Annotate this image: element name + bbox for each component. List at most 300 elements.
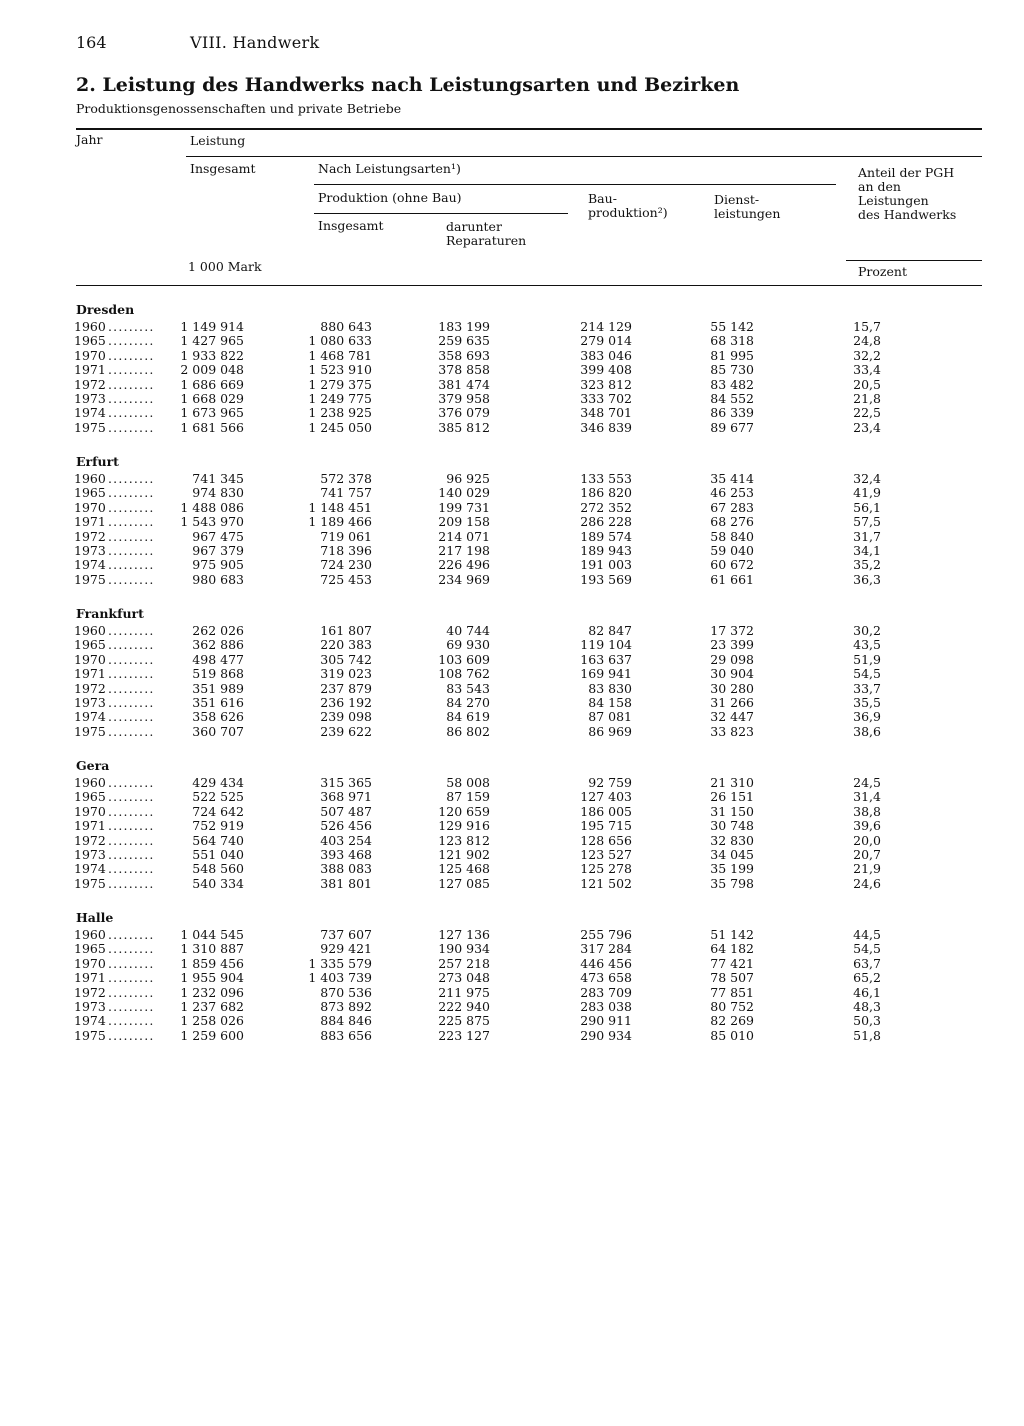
leader-dots: .........: [108, 405, 155, 421]
cell-bau: 348 701: [580, 405, 632, 421]
cell-dienst: 68 318: [710, 333, 754, 349]
cell-year: 1971: [74, 970, 106, 986]
cell-dienst: 46 253: [710, 485, 754, 501]
cell-dienst: 32 447: [710, 709, 754, 725]
cell-bau: 317 284: [580, 941, 632, 957]
header-anteil-1: Anteil der PGH: [858, 165, 955, 180]
cell-prod: 724 230: [320, 557, 372, 573]
cell-total: 1 543 970: [180, 514, 244, 530]
cell-total: 522 525: [192, 789, 244, 805]
cell-rep: 86 802: [446, 723, 490, 739]
leader-dots: .........: [108, 861, 155, 877]
table-row: [0, 558, 1024, 572]
cell-dienst: 55 142: [710, 319, 754, 334]
cell-prod: 880 643: [320, 319, 372, 334]
leader-dots: .........: [108, 543, 155, 558]
cell-anteil: 15,7: [853, 319, 881, 334]
unit-prozent: Prozent: [858, 264, 907, 279]
cell-anteil: 35,2: [853, 557, 881, 573]
table-row: [0, 834, 1024, 848]
cell-anteil: 32,2: [853, 347, 881, 363]
table-row: [0, 805, 1024, 819]
cell-bau: 127 403: [580, 789, 632, 805]
cell-rep: 108 762: [438, 666, 490, 682]
cell-total: 1 933 822: [180, 347, 244, 363]
table-row: [0, 544, 1024, 558]
table-row: [0, 349, 1024, 363]
cell-prod: 929 421: [320, 941, 372, 957]
cell-bau: 83 830: [588, 680, 632, 696]
cell-year: 1974: [74, 1013, 106, 1029]
header-jahr: Jahr: [76, 132, 103, 147]
leader-dots: .........: [108, 875, 155, 891]
cell-anteil: 56,1: [853, 499, 881, 515]
cell-total: 1 488 086: [180, 499, 244, 515]
cell-bau: 283 709: [580, 984, 632, 1000]
leader-dots: .........: [108, 1013, 155, 1029]
leader-dots: .........: [108, 347, 155, 363]
cell-prod: 393 468: [320, 847, 372, 862]
cell-anteil: 36,3: [853, 571, 881, 587]
cell-year: 1965: [74, 637, 106, 653]
cell-year: 1972: [74, 984, 106, 1000]
cell-anteil: 32,4: [853, 471, 881, 486]
cell-total: 1 859 456: [180, 955, 244, 971]
cell-total: 1 668 029: [180, 391, 244, 406]
cell-prod: 403 254: [320, 832, 372, 848]
cell-anteil: 34,1: [853, 543, 881, 558]
table-row: [0, 392, 1024, 406]
cell-total: 1 258 026: [180, 1013, 244, 1029]
cell-anteil: 22,5: [853, 405, 881, 421]
cell-bau: 169 941: [580, 666, 632, 682]
table-row: [0, 696, 1024, 710]
cell-rep: 96 925: [446, 471, 490, 486]
cell-dienst: 67 283: [710, 499, 754, 515]
cell-year: 1975: [74, 1027, 106, 1043]
cell-prod: 526 456: [320, 818, 372, 834]
cell-bau: 82 847: [588, 623, 632, 638]
cell-prod: 1 238 925: [308, 405, 372, 421]
cell-bau: 186 005: [580, 803, 632, 819]
cell-rep: 234 969: [438, 571, 490, 587]
cell-prod: 1 249 775: [308, 391, 372, 406]
cell-bau: 193 569: [580, 571, 632, 587]
header-produktion: Produktion (ohne Bau): [318, 190, 462, 205]
cell-bau: 121 502: [580, 875, 632, 891]
cell-bau: 272 352: [580, 499, 632, 515]
leader-dots: .........: [108, 984, 155, 1000]
cell-bau: 186 820: [580, 485, 632, 501]
cell-bau: 84 158: [588, 695, 632, 710]
cell-rep: 378 858: [438, 362, 490, 378]
header-leistung: Leistung: [190, 133, 246, 148]
cell-rep: 211 975: [438, 984, 490, 1000]
cell-prod: 319 023: [320, 666, 372, 682]
cell-year: 1970: [74, 803, 106, 819]
cell-dienst: 31 150: [710, 803, 754, 819]
cell-anteil: 21,9: [853, 861, 881, 877]
cell-year: 1971: [74, 666, 106, 682]
cell-dienst: 59 040: [710, 543, 754, 558]
leader-dots: .........: [108, 999, 155, 1014]
cell-prod: 737 607: [320, 927, 372, 942]
cell-prod: 725 453: [320, 571, 372, 587]
cell-total: 1 427 965: [180, 333, 244, 349]
cell-anteil: 20,0: [853, 832, 881, 848]
table-row: [0, 1029, 1024, 1043]
table-row: [0, 776, 1024, 790]
cell-rep: 183 199: [438, 319, 490, 334]
table-row: [0, 819, 1024, 833]
cell-prod: 381 801: [320, 875, 372, 891]
cell-bau: 255 796: [580, 927, 632, 942]
cell-total: 975 905: [192, 557, 244, 573]
cell-anteil: 35,5: [853, 695, 881, 710]
cell-rep: 120 659: [438, 803, 490, 819]
table-row: [0, 406, 1024, 420]
cell-bau: 323 812: [580, 376, 632, 392]
cell-total: 1 681 566: [180, 419, 244, 435]
cell-year: 1970: [74, 651, 106, 667]
cell-anteil: 57,5: [853, 514, 881, 530]
cell-rep: 381 474: [438, 376, 490, 392]
table-title: 2. Leistung des Handwerks nach Leistungsarten und Bezirken: [76, 74, 740, 96]
cell-anteil: 38,8: [853, 803, 881, 819]
cell-bau: 92 759: [588, 775, 632, 790]
table-row: [0, 638, 1024, 652]
cell-anteil: 39,6: [853, 818, 881, 834]
cell-dienst: 68 276: [710, 514, 754, 530]
header-insgesamt: Insgesamt: [190, 161, 256, 176]
cell-rep: 127 136: [438, 927, 490, 942]
cell-bau: 133 553: [580, 471, 632, 486]
header-reparaturen: Reparaturen: [446, 233, 527, 248]
cell-dienst: 84 552: [710, 391, 754, 406]
cell-prod: 1 403 739: [308, 970, 372, 986]
cell-total: 752 919: [192, 818, 244, 834]
cell-total: 1 673 965: [180, 405, 244, 421]
cell-rep: 129 916: [438, 818, 490, 834]
leader-dots: .........: [108, 1027, 155, 1043]
cell-dienst: 31 266: [710, 695, 754, 710]
cell-anteil: 21,8: [853, 391, 881, 406]
region-heading: Frankfurt: [76, 606, 144, 621]
leader-dots: .........: [108, 680, 155, 696]
table-subtitle: Produktionsgenossenschaften und private Betriebe: [76, 101, 402, 116]
cell-prod: 239 098: [320, 709, 372, 725]
cell-bau: 123 527: [580, 847, 632, 862]
cell-total: 360 707: [192, 723, 244, 739]
cell-prod: 220 383: [320, 637, 372, 653]
header-anteil-4: des Handwerks: [858, 207, 957, 222]
cell-year: 1975: [74, 571, 106, 587]
cell-year: 1974: [74, 861, 106, 877]
cell-anteil: 44,5: [853, 927, 881, 942]
cell-anteil: 63,7: [853, 955, 881, 971]
header-rule-top: [76, 128, 982, 130]
cell-dienst: 78 507: [710, 970, 754, 986]
cell-rep: 214 071: [438, 528, 490, 544]
cell-bau: 191 003: [580, 557, 632, 573]
header-nach-leistungsarten: Nach Leistungsarten¹): [318, 161, 461, 176]
leader-dots: .........: [108, 723, 155, 739]
header-dienst-2: leistungen: [714, 206, 781, 221]
cell-total: 1 237 682: [180, 999, 244, 1014]
table-row: [0, 363, 1024, 377]
cell-year: 1972: [74, 376, 106, 392]
cell-year: 1973: [74, 999, 106, 1014]
cell-anteil: 50,3: [853, 1013, 881, 1029]
cell-total: 1 232 096: [180, 984, 244, 1000]
region-heading: Gera: [76, 758, 110, 773]
cell-total: 564 740: [192, 832, 244, 848]
cell-rep: 259 635: [438, 333, 490, 349]
table-row: [0, 1014, 1024, 1028]
cell-year: 1972: [74, 832, 106, 848]
cell-prod: 870 536: [320, 984, 372, 1000]
region-heading: Dresden: [76, 302, 135, 317]
leader-dots: .........: [108, 832, 155, 848]
cell-rep: 123 812: [438, 832, 490, 848]
table-row: [0, 957, 1024, 971]
cell-anteil: 65,2: [853, 970, 881, 986]
cell-prod: 718 396: [320, 543, 372, 558]
leader-dots: .........: [108, 818, 155, 834]
leader-dots: .........: [108, 803, 155, 819]
cell-year: 1974: [74, 557, 106, 573]
cell-year: 1965: [74, 485, 106, 501]
cell-anteil: 46,1: [853, 984, 881, 1000]
cell-bau: 446 456: [580, 955, 632, 971]
cell-prod: 1 468 781: [308, 347, 372, 363]
cell-bau: 346 839: [580, 419, 632, 435]
cell-rep: 121 902: [438, 847, 490, 862]
cell-dienst: 86 339: [710, 405, 754, 421]
cell-bau: 383 046: [580, 347, 632, 363]
cell-year: 1973: [74, 695, 106, 710]
leader-dots: .........: [108, 471, 155, 486]
leader-dots: .........: [108, 623, 155, 638]
cell-rep: 385 812: [438, 419, 490, 435]
cell-prod: 388 083: [320, 861, 372, 877]
cell-total: 967 475: [192, 528, 244, 544]
cell-bau: 189 574: [580, 528, 632, 544]
cell-total: 362 886: [192, 637, 244, 653]
cell-bau: 283 038: [580, 999, 632, 1014]
header-rule-bottom: [76, 285, 982, 286]
cell-dienst: 33 823: [710, 723, 754, 739]
table-row: [0, 710, 1024, 724]
cell-prod: 884 846: [320, 1013, 372, 1029]
leader-dots: .........: [108, 651, 155, 667]
cell-rep: 87 159: [446, 789, 490, 805]
leader-dots: .........: [108, 485, 155, 501]
cell-anteil: 33,4: [853, 362, 881, 378]
cell-bau: 333 702: [580, 391, 632, 406]
cell-year: 1960: [74, 927, 106, 942]
cell-anteil: 54,5: [853, 666, 881, 682]
cell-year: 1974: [74, 405, 106, 421]
cell-bau: 125 278: [580, 861, 632, 877]
leader-dots: .........: [108, 970, 155, 986]
cell-total: 1 686 669: [180, 376, 244, 392]
cell-dienst: 77 851: [710, 984, 754, 1000]
cell-bau: 128 656: [580, 832, 632, 848]
table-row: [0, 530, 1024, 544]
cell-anteil: 33,7: [853, 680, 881, 696]
cell-year: 1965: [74, 333, 106, 349]
cell-dienst: 30 748: [710, 818, 754, 834]
cell-total: 1 955 904: [180, 970, 244, 986]
cell-year: 1975: [74, 875, 106, 891]
cell-bau: 195 715: [580, 818, 632, 834]
unit-mark: 1 000 Mark: [188, 259, 262, 274]
cell-year: 1965: [74, 941, 106, 957]
header-anteil-3: Leistungen: [858, 193, 929, 208]
leader-dots: .........: [108, 419, 155, 435]
cell-dienst: 82 269: [710, 1013, 754, 1029]
cell-prod: 883 656: [320, 1027, 372, 1043]
table-row: [0, 848, 1024, 862]
cell-dienst: 58 840: [710, 528, 754, 544]
cell-rep: 223 127: [438, 1027, 490, 1043]
cell-rep: 222 940: [438, 999, 490, 1014]
cell-year: 1965: [74, 789, 106, 805]
region-heading: Erfurt: [76, 454, 119, 469]
cell-prod: 873 892: [320, 999, 372, 1014]
cell-prod: 1 148 451: [308, 499, 372, 515]
cell-prod: 1 080 633: [308, 333, 372, 349]
table-row: [0, 653, 1024, 667]
cell-dienst: 51 142: [710, 927, 754, 942]
cell-dienst: 29 098: [710, 651, 754, 667]
cell-anteil: 51,9: [853, 651, 881, 667]
cell-prod: 741 757: [320, 485, 372, 501]
cell-dienst: 77 421: [710, 955, 754, 971]
cell-dienst: 35 798: [710, 875, 754, 891]
cell-anteil: 24,6: [853, 875, 881, 891]
cell-year: 1973: [74, 543, 106, 558]
cell-prod: 1 279 375: [308, 376, 372, 392]
leader-dots: .........: [108, 637, 155, 653]
leader-dots: .........: [108, 955, 155, 971]
table-row: [0, 682, 1024, 696]
cell-year: 1974: [74, 709, 106, 725]
cell-total: 1 310 887: [180, 941, 244, 957]
cell-anteil: 30,2: [853, 623, 881, 638]
cell-dienst: 30 904: [710, 666, 754, 682]
cell-year: 1971: [74, 514, 106, 530]
cell-total: 967 379: [192, 543, 244, 558]
cell-anteil: 20,7: [853, 847, 881, 862]
table-row: [0, 624, 1024, 638]
cell-bau: 286 228: [580, 514, 632, 530]
cell-anteil: 36,9: [853, 709, 881, 725]
cell-dienst: 85 010: [710, 1027, 754, 1043]
cell-total: 974 830: [192, 485, 244, 501]
cell-total: 519 868: [192, 666, 244, 682]
table-row: [0, 320, 1024, 334]
cell-rep: 125 468: [438, 861, 490, 877]
table-row: [0, 971, 1024, 985]
cell-year: 1975: [74, 723, 106, 739]
cell-dienst: 85 730: [710, 362, 754, 378]
cell-dienst: 23 399: [710, 637, 754, 653]
table-row: [0, 986, 1024, 1000]
cell-rep: 379 958: [438, 391, 490, 406]
cell-prod: 239 622: [320, 723, 372, 739]
cell-total: 724 642: [192, 803, 244, 819]
cell-rep: 199 731: [438, 499, 490, 515]
cell-prod: 1 523 910: [308, 362, 372, 378]
cell-dienst: 21 310: [710, 775, 754, 790]
cell-bau: 119 104: [580, 637, 632, 653]
table-row: [0, 790, 1024, 804]
cell-rep: 140 029: [438, 485, 490, 501]
leader-dots: .........: [108, 775, 155, 790]
cell-anteil: 20,5: [853, 376, 881, 392]
leader-dots: .........: [108, 362, 155, 378]
cell-total: 1 044 545: [180, 927, 244, 942]
cell-dienst: 26 151: [710, 789, 754, 805]
cell-total: 1 259 600: [180, 1027, 244, 1043]
cell-rep: 225 875: [438, 1013, 490, 1029]
cell-anteil: 54,5: [853, 941, 881, 957]
cell-rep: 217 198: [438, 543, 490, 558]
cell-dienst: 35 414: [710, 471, 754, 486]
cell-year: 1960: [74, 471, 106, 486]
cell-rep: 226 496: [438, 557, 490, 573]
cell-bau: 473 658: [580, 970, 632, 986]
cell-total: 548 560: [192, 861, 244, 877]
cell-anteil: 51,8: [853, 1027, 881, 1043]
cell-rep: 84 619: [446, 709, 490, 725]
cell-anteil: 24,8: [853, 333, 881, 349]
table-row: [0, 472, 1024, 486]
cell-rep: 58 008: [446, 775, 490, 790]
leader-dots: .........: [108, 941, 155, 957]
cell-rep: 40 744: [446, 623, 490, 638]
leader-dots: .........: [108, 319, 155, 334]
cell-year: 1960: [74, 623, 106, 638]
table-row: [0, 378, 1024, 392]
table-row: [0, 667, 1024, 681]
leader-dots: .........: [108, 514, 155, 530]
leader-dots: .........: [108, 391, 155, 406]
cell-rep: 83 543: [446, 680, 490, 696]
cell-year: 1973: [74, 847, 106, 862]
table-row: [0, 877, 1024, 891]
cell-rep: 358 693: [438, 347, 490, 363]
table-row: [0, 862, 1024, 876]
chapter-title: VIII. Handwerk: [190, 33, 320, 52]
cell-anteil: 38,6: [853, 723, 881, 739]
cell-prod: 315 365: [320, 775, 372, 790]
leader-dots: .........: [108, 927, 155, 942]
cell-bau: 279 014: [580, 333, 632, 349]
cell-rep: 69 930: [446, 637, 490, 653]
cell-year: 1971: [74, 362, 106, 378]
cell-anteil: 31,4: [853, 789, 881, 805]
cell-dienst: 35 199: [710, 861, 754, 877]
header-prod-insgesamt: Insgesamt: [318, 218, 384, 233]
table-row: [0, 573, 1024, 587]
header-rule-leistungsarten: [314, 184, 836, 185]
cell-prod: 161 807: [320, 623, 372, 638]
leader-dots: .........: [108, 557, 155, 573]
cell-total: 358 626: [192, 709, 244, 725]
